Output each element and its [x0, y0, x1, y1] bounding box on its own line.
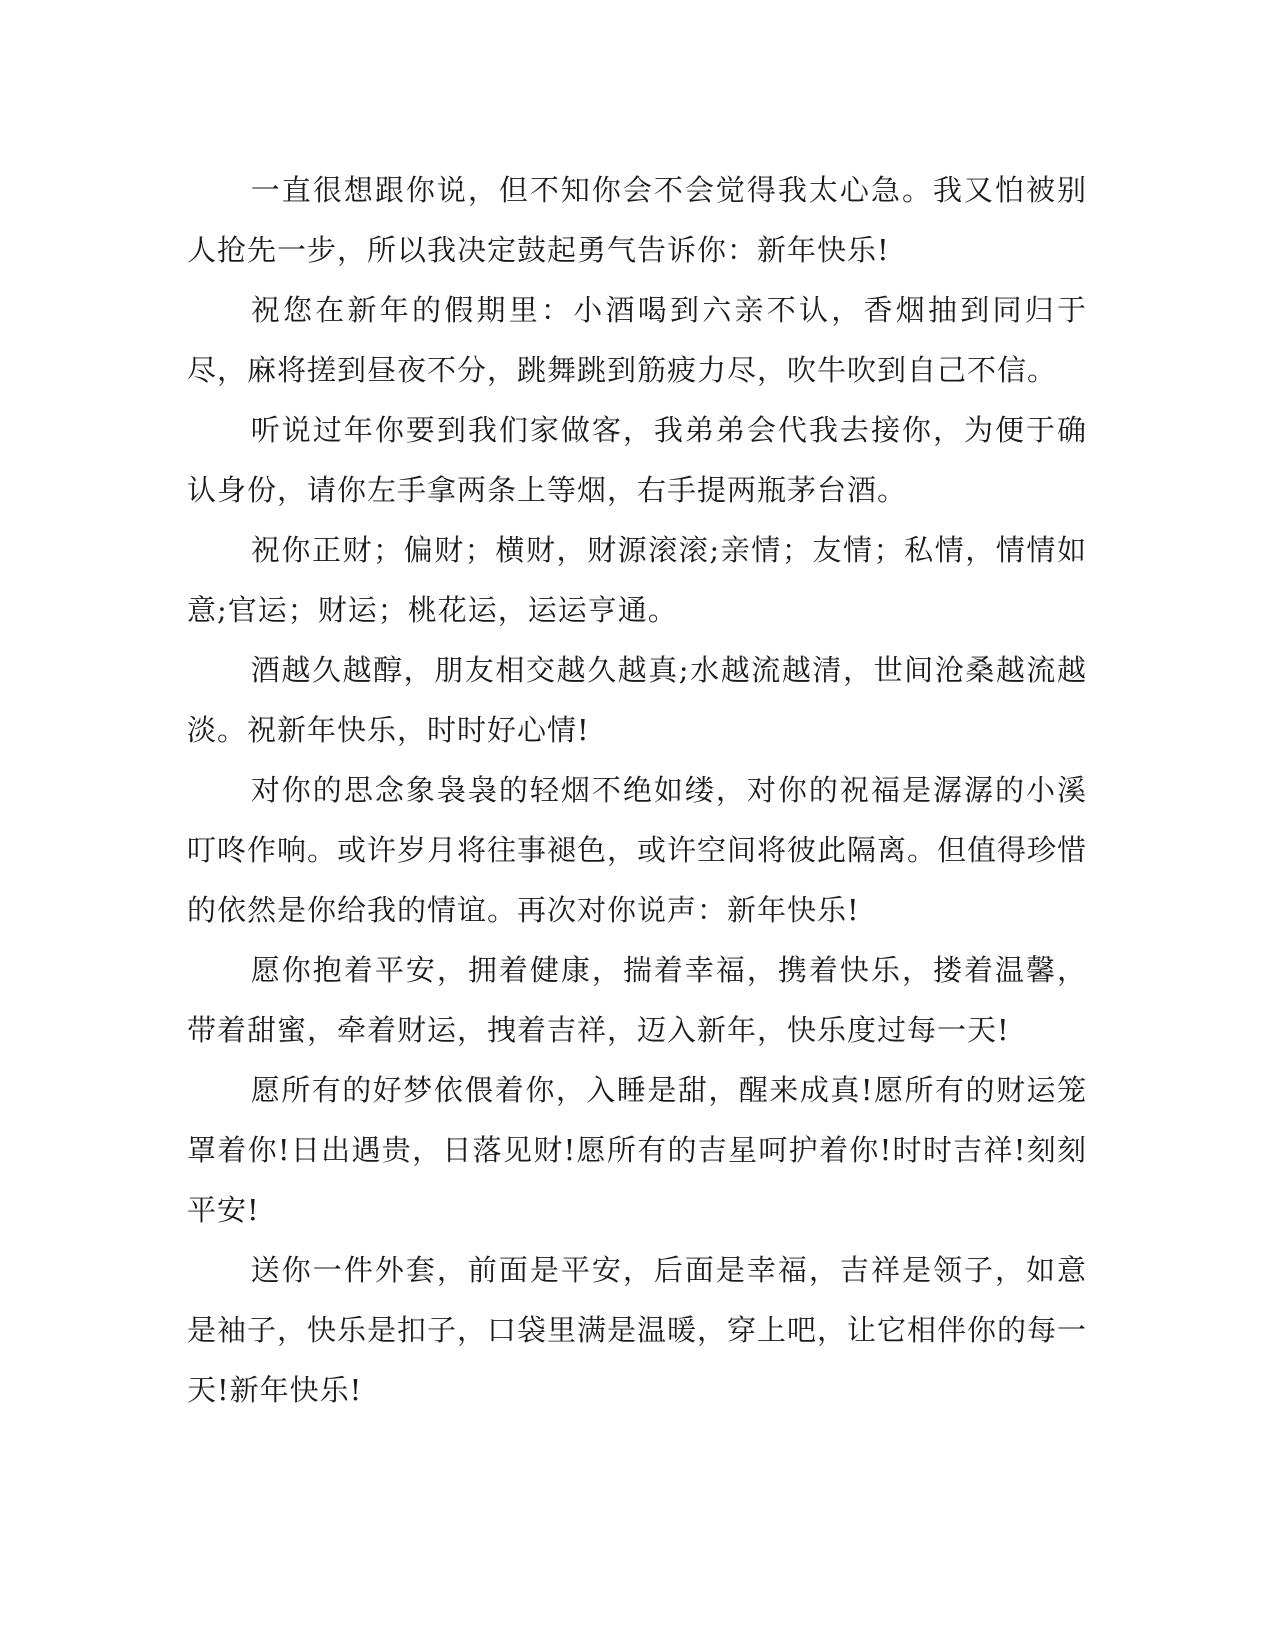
- paragraph: 愿你抱着平安，拥着健康，揣着幸福，携着快乐，搂着温馨，带着甜蜜，牵着财运，拽着吉祥，迈入新年，快乐度过每一天!: [187, 953, 1087, 1047]
- paragraph: 对你的思念象袅袅的轻烟不绝如缕，对你的祝福是潺潺的小溪叮咚作响。或许岁月将往事褪色，或许空间将彼此隔离。但值得珍惜的依然是你给我的情谊。再次对你说声：新年快乐!: [187, 773, 1088, 927]
- paragraph: 祝你正财；偏财；横财，财源滚滚;亲情；友情；私情，情情如意;官运；财运；桃花运，运运亨通。: [187, 533, 1087, 627]
- paragraph: 送你一件外套，前面是平安，后面是幸福，吉祥是领子，如意是袖子，快乐是扣子，口袋里满是温暖，穿上吧，让它相伴你的每一天!新年快乐!: [187, 1253, 1088, 1407]
- paragraph: 祝您在新年的假期里：小酒喝到六亲不认，香烟抽到同归于尽，麻将搓到昼夜不分，跳舞跳到筋疲力尽，吹牛吹到自己不信。: [187, 293, 1087, 387]
- paragraph: 酒越久越醇，朋友相交越久越真;水越流越清，世间沧桑越流越淡。祝新年快乐，时时好心情!: [187, 653, 1087, 747]
- paragraph: 听说过年你要到我们家做客，我弟弟会代我去接你，为便于确认身份，请你左手拿两条上等烟，右手提两瓶茅台酒。: [187, 413, 1087, 507]
- document-body: [187, 160, 1087, 1420]
- paragraph: 一直很想跟你说，但不知你会不会觉得我太心急。我又怕被别人抢先一步，所以我决定鼓起勇气告诉你：新年快乐!: [187, 173, 1087, 267]
- paragraph: 愿所有的好梦依偎着你，入睡是甜，醒来成真!愿所有的财运笼罩着你!日出遇贵，日落见财!愿所有的吉星呵护着你!时时吉祥!刻刻平安!: [187, 1073, 1087, 1227]
